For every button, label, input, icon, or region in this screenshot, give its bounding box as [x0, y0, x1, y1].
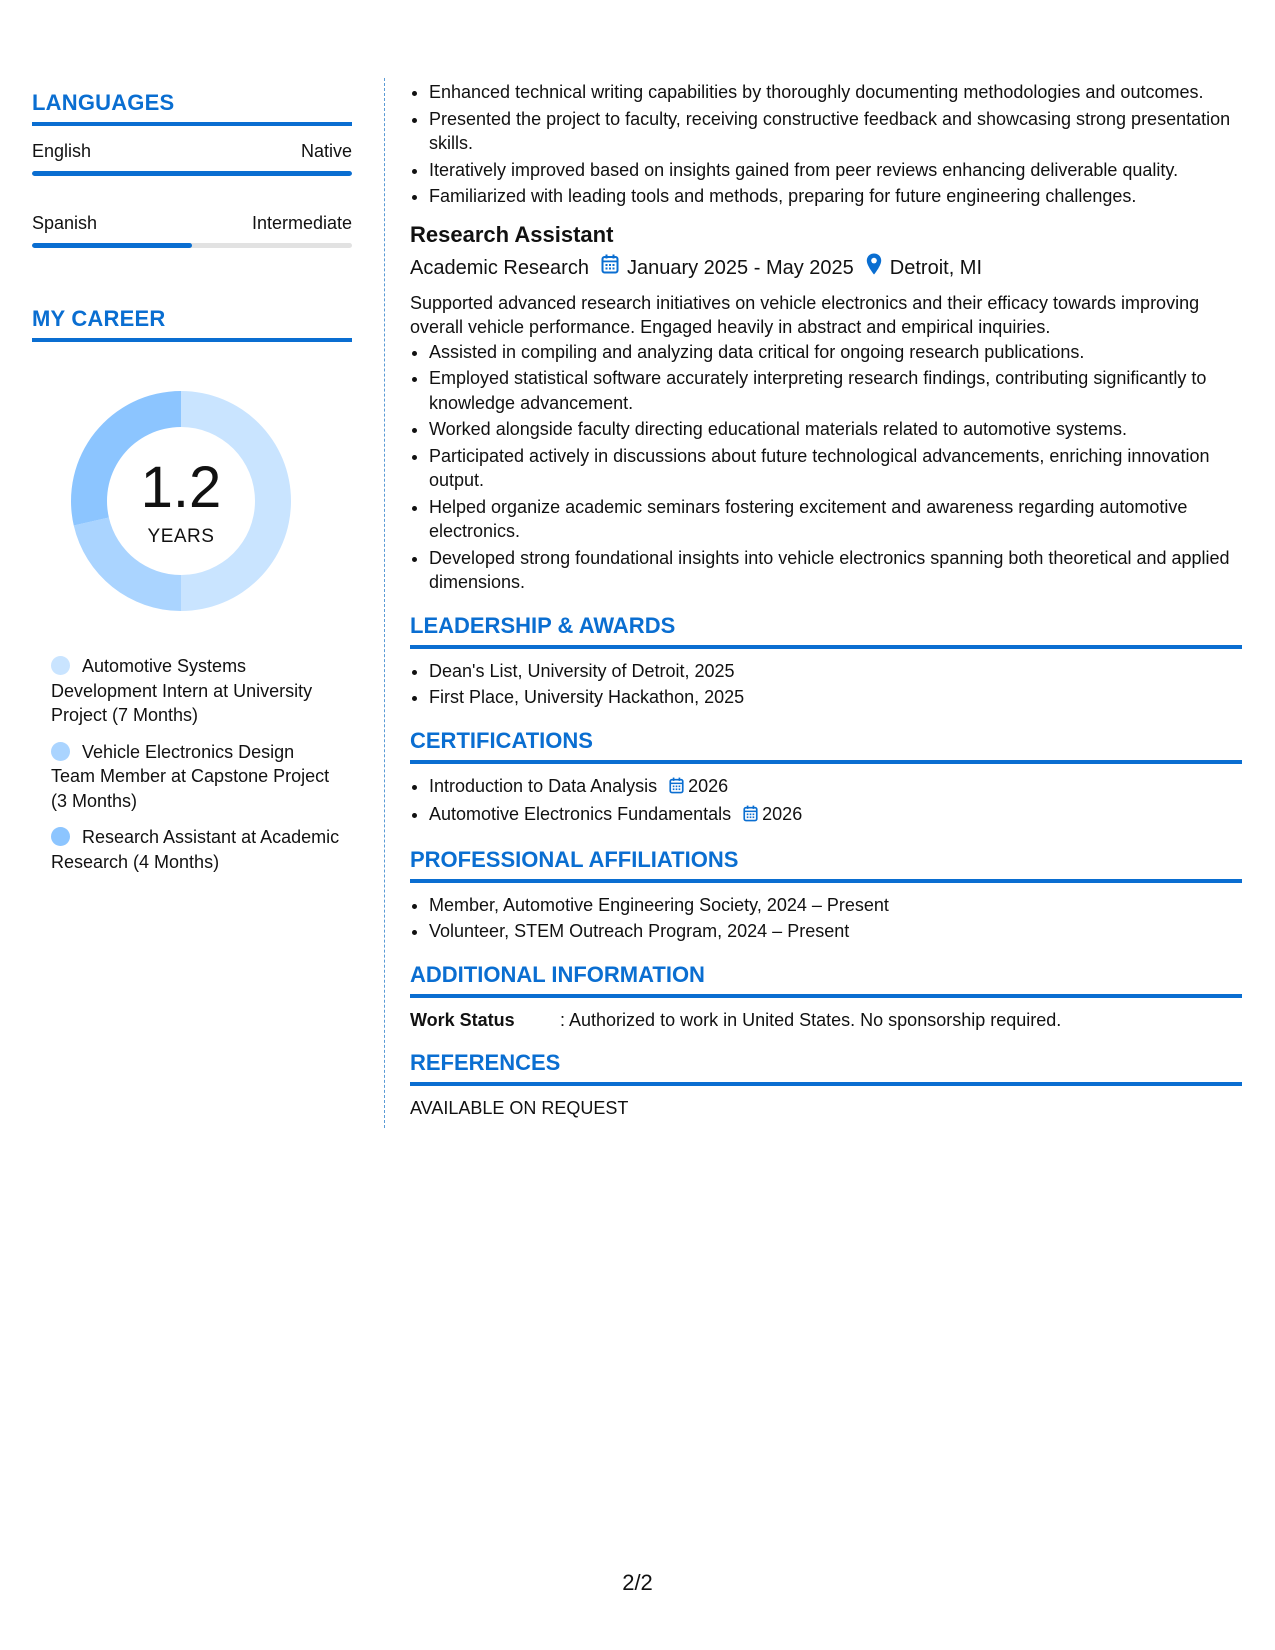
career-legend: [32, 654, 352, 874]
career-donut-chart: [66, 386, 296, 616]
list-item: • Worked alongside faculty directing educational materials related to automotive systems.: [429, 417, 1242, 442]
awards-list: [410, 659, 1242, 710]
certification-year: 2026: [688, 775, 729, 796]
languages-list: [32, 140, 352, 248]
language-item: [32, 140, 352, 176]
list-item: • Developed strong foundational insights into vehicle electronics spanning both theoretical and applied dimensions.: [429, 546, 1242, 595]
references-text: AVAILABLE ON REQUEST: [410, 1097, 629, 1118]
awards-heading: LEADERSHIP & AWARDS: [410, 613, 1242, 649]
job-meta: [410, 253, 1242, 283]
list-item: • First Place, University Hackathon, 2025: [429, 685, 1242, 710]
career-legend-item: [51, 825, 341, 874]
certification-year: 2026: [762, 804, 803, 824]
calendar-icon: [669, 776, 684, 801]
column-divider: [384, 78, 385, 1128]
certifications-list: [410, 774, 1242, 829]
references-heading: REFERENCES: [410, 1050, 1242, 1086]
language-proficiency-bar: [32, 171, 352, 176]
career-total-years: 1.2: [140, 455, 222, 520]
list-item: • Presented the project to faculty, receiving constructive feedback and showcasing strong presentation skills.: [429, 107, 1242, 156]
career-total-unit: YEARS: [147, 526, 215, 547]
career-legend-item: [51, 654, 341, 728]
job-company: Academic Research: [410, 256, 589, 279]
list-item: • Familiarized with leading tools and methods, preparing for future engineering challenges.: [429, 184, 1242, 209]
list-item: • Enhanced technical writing capabilities by thoroughly documenting methodologies and outcomes.: [429, 80, 1242, 105]
job-bullets: [410, 340, 1242, 595]
list-item: • Volunteer, STEM Outreach Program, 2024 – Present: [429, 919, 1242, 944]
certifications-heading: CERTIFICATIONS: [410, 728, 1242, 764]
language-name: Spanish: [32, 213, 98, 233]
certification-name: Automotive Electronics Fundamentals: [429, 804, 732, 824]
languages-heading: LANGUAGES: [32, 90, 352, 126]
legend-dot-icon: [51, 827, 70, 846]
legend-dot-icon: [51, 656, 70, 675]
job-dates: January 2025 - May 2025: [626, 256, 854, 279]
job-description: Supported advanced research initiatives on vehicle electronics and their efficacy towards improving overall vehicle performance. Engaged heavily in abstract and empirical inquiries.: [410, 292, 1200, 337]
language-item: [32, 212, 352, 248]
language-level: Native: [300, 141, 352, 161]
list-item: • Iteratively improved based on insights gained from peer reviews enhancing deliverable quality.: [429, 158, 1242, 183]
additional-info-heading: ADDITIONAL INFORMATION: [410, 962, 1242, 998]
work-status-label: Work Status: [410, 1009, 515, 1030]
language-proficiency-bar: [32, 243, 352, 248]
previous-job-bullets: [410, 80, 1242, 209]
list-item: • Dean's List, University of Detroit, 2025: [429, 659, 1242, 684]
list-item: • Employed statistical software accurately interpreting research findings, contributing significantly to knowledge advancement.: [429, 366, 1242, 415]
language-name: English: [32, 141, 92, 161]
legend-dot-icon: [51, 742, 70, 761]
certification-name: Introduction to Data Analysis: [429, 775, 658, 796]
career-legend-label: Automotive Systems Development Intern at University Project (7 Months): [51, 656, 313, 725]
calendar-icon: [601, 254, 619, 282]
calendar-icon: [743, 804, 758, 829]
career-legend-label: Research Assistant at Academic Research (4 Months): [51, 827, 340, 872]
language-proficiency-fill: [32, 171, 352, 176]
language-level: Intermediate: [251, 213, 352, 233]
affiliations-list: [410, 893, 1242, 944]
main-column: [410, 80, 1242, 1120]
career-legend-label: Vehicle Electronics Design Team Member at Capstone Project (3 Months): [51, 741, 330, 811]
language-proficiency-fill: [32, 243, 192, 248]
list-item: [429, 802, 1242, 829]
sidebar: [32, 90, 352, 886]
career-legend-item: [51, 740, 341, 814]
career-heading: MY CAREER: [32, 306, 352, 342]
list-item: • Helped organize academic seminars fostering excitement and awareness regarding automotive electronics.: [429, 495, 1242, 544]
work-status-value: : Authorized to work in United States. No sponsorship required.: [560, 1009, 1062, 1030]
list-item: • Assisted in compiling and analyzing data critical for ongoing research publications.: [429, 340, 1242, 365]
job-title: Research Assistant: [410, 221, 614, 247]
list-item: • Member, Automotive Engineering Society, 2024 – Present: [429, 893, 1242, 918]
list-item: • Participated actively in discussions about future technological advancements, enriching innovation output.: [429, 444, 1242, 493]
donut-center: [66, 386, 296, 616]
page-number: 2/2: [622, 1570, 653, 1595]
location-pin-icon: [866, 253, 882, 283]
affiliations-heading: PROFESSIONAL AFFILIATIONS: [410, 847, 1242, 883]
work-status-row: [410, 1008, 1242, 1032]
list-item: [429, 774, 1242, 801]
job-location: Detroit, MI: [889, 256, 983, 279]
